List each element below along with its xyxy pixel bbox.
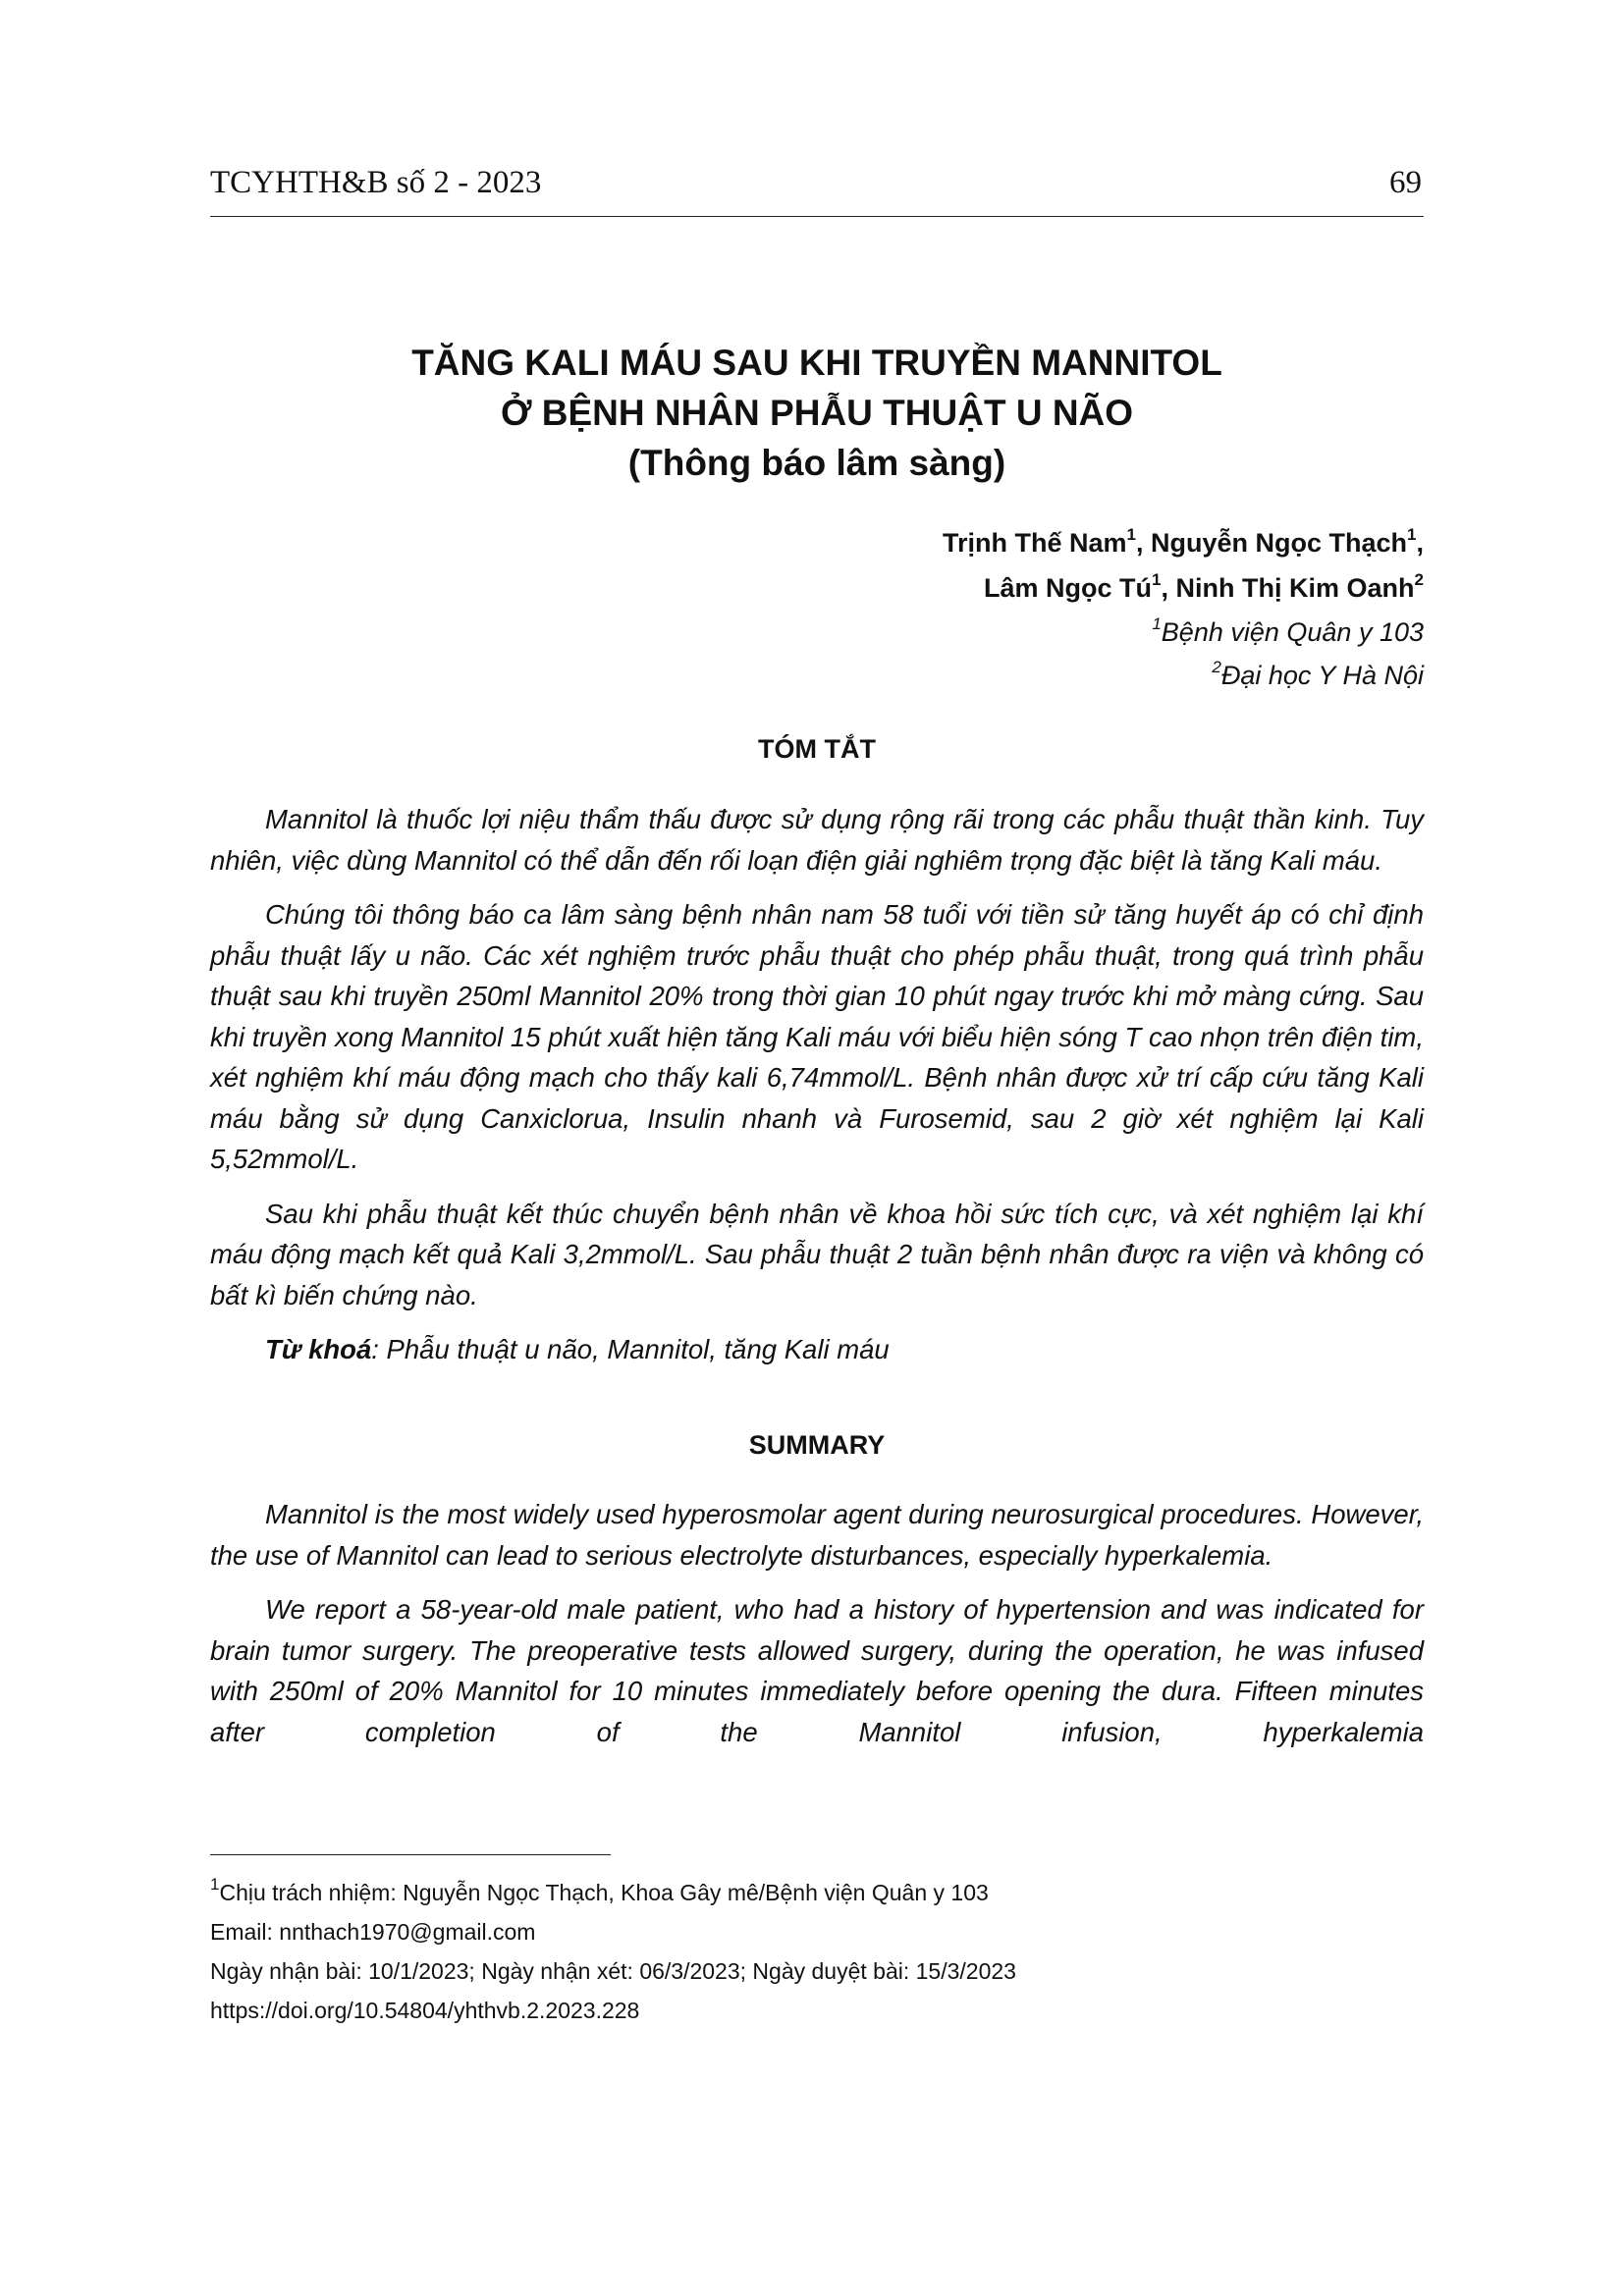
affiliation-mark: 1 — [1152, 614, 1162, 633]
abstract-vi-paragraph: Mannitol là thuốc lợi niệu thẩm thấu được sử dụng rộng rãi trong các phẫu thuật thần kinh. Tuy nhiên, việc dùng Mannitol có thể dẫn đến rối loạn điện giải nghiêm trọng đặc biệt là tăng Kali máu. — [210, 804, 1424, 876]
author-separator: , — [1161, 573, 1176, 603]
title-line-3: (Thông báo lâm sàng) — [627, 443, 1006, 483]
affiliation-text: Bệnh viện Quân y 103 — [1161, 617, 1424, 647]
keywords-label: Từ khoá — [265, 1334, 372, 1364]
keywords-text: : Phẫu thuật u não, Mannitol, tăng Kali máu — [371, 1334, 890, 1364]
author-affiliation-mark: 1 — [1126, 525, 1136, 544]
title-line-1: TĂNG KALI MÁU SAU KHI TRUYỀN MANNITOL — [411, 343, 1222, 383]
author-separator: , — [1416, 528, 1424, 558]
affiliation-mark: 2 — [1212, 658, 1221, 676]
author-affiliation-mark: 1 — [1407, 525, 1417, 544]
author-affiliation-mark: 1 — [1152, 570, 1162, 589]
affiliation — [540, 654, 1424, 697]
footnote-email: Email: nnthach1970@gmail.com — [210, 1919, 536, 1945]
abstract-vi-body — [210, 799, 1424, 1384]
author-name: Ninh Thị Kim Oanh — [1175, 573, 1415, 603]
author-affiliation-mark: 2 — [1414, 570, 1424, 589]
affiliation-text: Đại học Y Hà Nội — [1220, 661, 1424, 690]
author-separator: , — [1135, 528, 1151, 558]
abstract-vi-paragraph: Chúng tôi thông báo ca lâm sàng bệnh nhân nam 58 tuổi với tiền sử tăng huyết áp có chỉ định phẫu thuật lấy u não. Các xét nghiệm trước phẫu thuật cho phép phẫu thuật, trong quá trình phẫu thuật sau khi truyền 250ml Mannitol 20% trong thời gian 10 phút ngay trước khi mở màng cứng. Sau khi truyền xong Mannitol 15 phút xuất hiện tăng Kali máu với biểu hiện sóng T cao nhọn trên điện tim, xét nghiệm khí máu động mạch cho thấy kali 6,74mmol/L. Bệnh nhân được xử trí cấp cứu tăng Kali máu bằng sử dụng Canxiclorua, Insulin nhanh và Furosemid, sau 2 giờ xét nghiệm lại Kali 5,52mmol/L. — [210, 899, 1424, 1174]
article-title — [210, 338, 1424, 488]
journal-issue: TCYHTH&B số 2 - 2023 — [210, 165, 542, 200]
footnotes — [210, 1873, 1424, 2030]
footnote-doi: https://doi.org/10.54804/yhthvb.2.2023.228 — [210, 1998, 640, 2023]
author-name: Nguyễn Ngọc Thạch — [1150, 528, 1408, 558]
author-list — [540, 520, 1424, 611]
running-header — [210, 165, 1424, 217]
affiliation-list — [540, 611, 1424, 697]
abstract-en-paragraph: We report a 58-year-old male patient, who had a history of hypertension and was indicated for brain tumor surgery. The preoperative tests allowed surgery, during the operation, he was infused with 250ml of 20% Mannitol for 10 minutes immediately before opening the dura. Fifteen minutes after completion of the Mannitol infusion, hyperkalemia — [210, 1594, 1424, 1747]
abstract-vi-heading: TÓM TẮT — [758, 734, 876, 764]
abstract-en-body — [210, 1494, 1424, 1766]
author-name: Lâm Ngọc Tú — [984, 573, 1153, 603]
abstract-en-paragraph: Mannitol is the most widely used hyperosmolar agent during neurosurgical procedures. However, the use of Mannitol can lead to serious electrolyte disturbances, especially hyperkalemia. — [210, 1499, 1424, 1571]
footnote-correspondence — [210, 1873, 1424, 1912]
author-line-1 — [540, 520, 1424, 565]
author-name: Trịnh Thế Nam — [942, 528, 1127, 558]
abstract-en-heading: SUMMARY — [748, 1430, 886, 1460]
abstract-vi-paragraph: Sau khi phẫu thuật kết thúc chuyển bệnh nhân về khoa hồi sức tích cực, và xét nghiệm lại khí máu động mạch kết quả Kali 3,2mmol/L. Sau phẫu thuật 2 tuần bệnh nhân được ra viện và không có bất kì biến chứng nào. — [210, 1198, 1424, 1310]
footnote-correspondence-text: Chịu trách nhiệm: Nguyễn Ngọc Thạch, Khoa Gây mê/Bệnh viện Quân y 103 — [219, 1880, 989, 1905]
footnote-dates: Ngày nhận bài: 10/1/2023; Ngày nhận xét: 06/3/2023; Ngày duyệt bài: 15/3/2023 — [210, 1958, 1016, 1984]
page-number: 69 — [1389, 165, 1422, 200]
affiliation — [540, 611, 1424, 654]
author-line-2 — [540, 565, 1424, 611]
title-line-2: Ở BỆNH NHÂN PHẪU THUẬT U NÃO — [500, 393, 1134, 433]
footnote-divider — [210, 1854, 611, 1855]
footnote-mark: 1 — [210, 1875, 220, 1895]
keywords — [210, 1329, 1424, 1370]
